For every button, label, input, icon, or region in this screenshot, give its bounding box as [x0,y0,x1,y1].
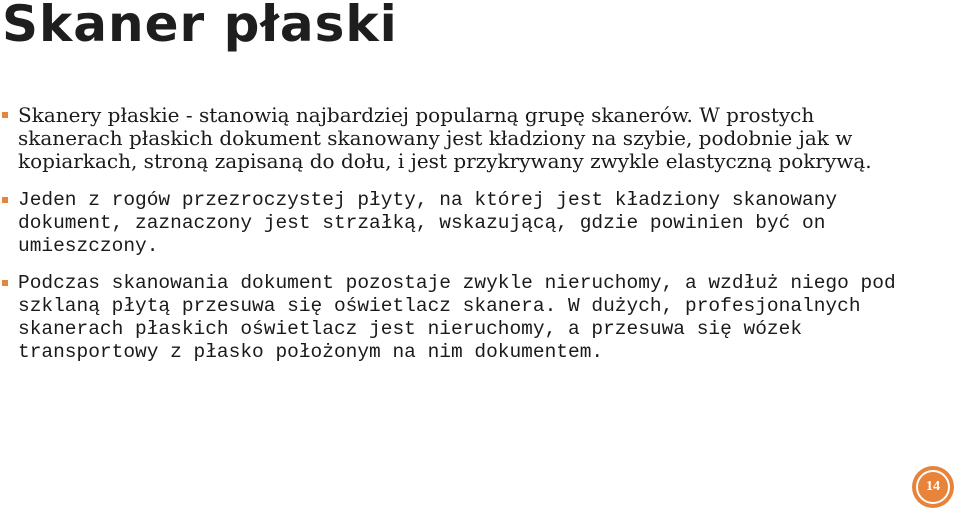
page-number: 14 [926,479,940,494]
bullet-text: Podczas skanowania dokument pozostaje zwykle nieruchomy, a wzdłuż niego pod szklaną płytą przesuwa się oświetlacz skanera. W dużych, profesjonalnych skanerach płaskich oświetlacz jest nieruchomy, a przesuwa się wózek transportowy z płasko położonym na nim dokumentem. [18,272,896,363]
badge-ring [916,470,950,504]
bullet-item [0,272,900,364]
square-bullet-icon [2,280,8,286]
square-bullet-icon [2,112,8,118]
slide-title: Skaner płaski [2,0,398,53]
bullet-text: Jeden z rogów przezroczystej płyty, na której jest kładziony skanowany dokument, zaznaczony jest strzałką, wskazującą, gdzie powinien być on umieszczony. [18,189,838,257]
bullet-item [0,104,900,173]
slide-content [0,104,900,378]
page-number-badge [912,466,954,508]
bullet-text: Skanery płaskie - stanowią najbardziej popularną grupę skanerów. W prostych skanerach płaskich dokument skanowany jest kładziony na szybie, podobnie jak w kopiarkach, stroną zapisaną do dołu, i jest przykrywany zwykle elastyczną pokrywą. [18,103,872,173]
square-bullet-icon [2,197,8,203]
bullet-item [0,189,900,258]
